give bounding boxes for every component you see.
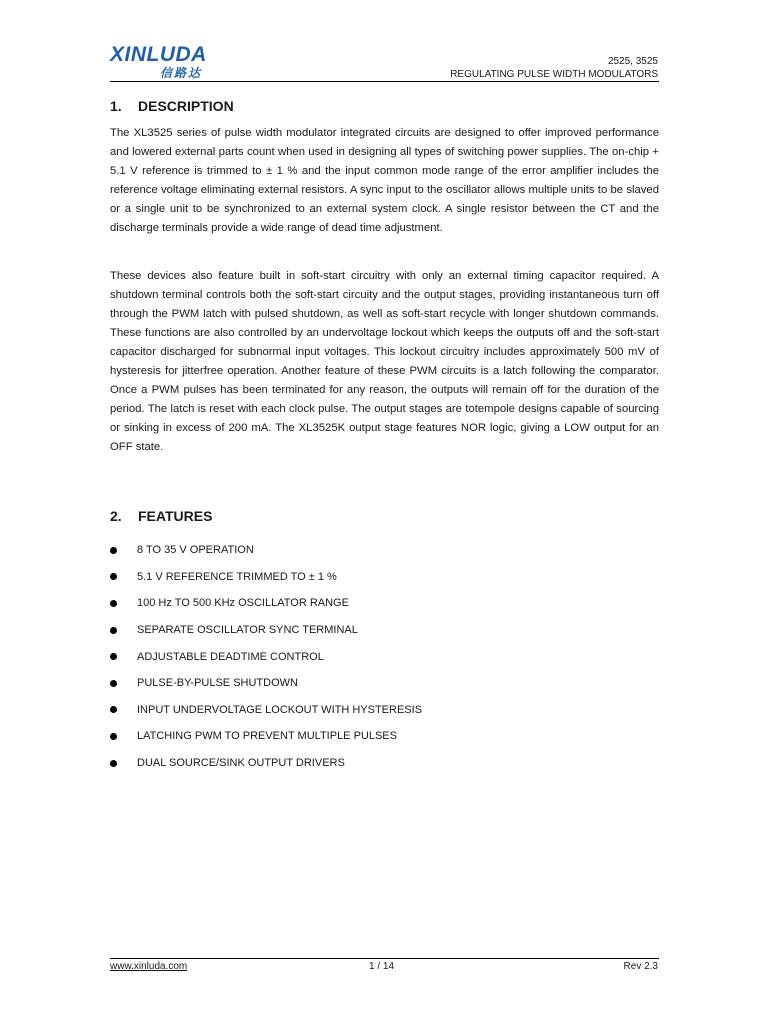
list-item: SEPARATE OSCILLATOR SYNC TERMINAL	[110, 617, 659, 644]
bullet-icon	[110, 627, 117, 634]
footer-divider	[110, 958, 659, 959]
list-item: 8 TO 35 V OPERATION	[110, 537, 659, 564]
bullet-icon	[110, 547, 117, 554]
header-info	[450, 55, 658, 81]
description-paragraph-1: The XL3525 series of pulse width modulator integrated circuits are designed to offer improved performance and lowered external parts count when used in designing all types of switching power supplies. The on-chip + 5.1 V reference is trimmed to ± 1 % and the input common mode range of the error amplifier includes the reference voltage eliminating external resistors. A sync input to the oscillator allows multiple units to be slaved or a single unit to be synchronized to an external system clock. A single resistor between the CT and the discharge terminals provide a wide range of dead time adjustment.	[110, 127, 659, 234]
part-numbers: 2525, 3525	[607, 56, 658, 67]
description-paragraph-2: These devices also feature built in soft-start circuitry with only an external timing capacitor required. A shutdown terminal controls both the soft-start circuity and the output stages, providing instantaneous turn off through the PWM latch with pulsed shutdown, as well as soft-start recycle with longer shutdown commands. These functions are also controlled by an undervoltage lockout which keeps the outputs off and the soft-start capacitor discharged for subnormal input voltages. This lockout circuitry includes approximately 500 mV of hysteresis for jitterfree operation. Another feature of these PWM circuits is a latch following the comparator. Once a PWM pulses has been terminated for any reason, the outputs will remain off for the duration of the period. The latch is reset with each clock pulse. The output stages are totempole designs capable of sourcing or sinking in excess of 200 mA. The XL3525K output stage features NOR logic, giving a LOW output for an OFF state.	[110, 270, 659, 453]
section-title: FEATURES	[138, 508, 213, 524]
bullet-icon	[110, 573, 117, 580]
list-item: DUAL SOURCE/SINK OUTPUT DRIVERS	[110, 750, 659, 777]
list-item: INPUT UNDERVOLTAGE LOCKOUT WITH HYSTERESIS	[110, 697, 659, 724]
bullet-icon	[110, 653, 117, 660]
section-title: DESCRIPTION	[138, 98, 234, 114]
bullet-icon	[110, 706, 117, 713]
bullet-icon	[110, 600, 117, 607]
list-item: LATCHING PWM TO PREVENT MULTIPLE PULSES	[110, 723, 659, 750]
page-number: 1 / 14	[369, 961, 395, 972]
logo-chinese-text: 信路达	[160, 66, 203, 80]
description-heading	[110, 98, 234, 114]
logo-text: XINLUDA	[110, 43, 207, 66]
document-title: REGULATING PULSE WIDTH MODULATORS	[450, 69, 658, 80]
bullet-icon	[110, 733, 117, 740]
list-item: 5.1 V REFERENCE TRIMMED TO ± 1 %	[110, 564, 659, 591]
website-link[interactable]: www.xinluda.com	[110, 961, 188, 972]
features-heading	[110, 508, 212, 524]
features-list	[110, 537, 659, 776]
revision-label: Rev 2.3	[623, 961, 658, 972]
bullet-icon	[110, 680, 117, 687]
list-item: PULSE-BY-PULSE SHUTDOWN	[110, 670, 659, 697]
bullet-icon	[110, 760, 117, 767]
list-item: 100 Hz TO 500 KHz OSCILLATOR RANGE	[110, 590, 659, 617]
section-number: 1.	[110, 98, 122, 114]
header-divider	[110, 81, 659, 82]
section-number: 2.	[110, 508, 122, 524]
company-logo	[110, 44, 220, 80]
list-item: ADJUSTABLE DEADTIME CONTROL	[110, 643, 659, 670]
